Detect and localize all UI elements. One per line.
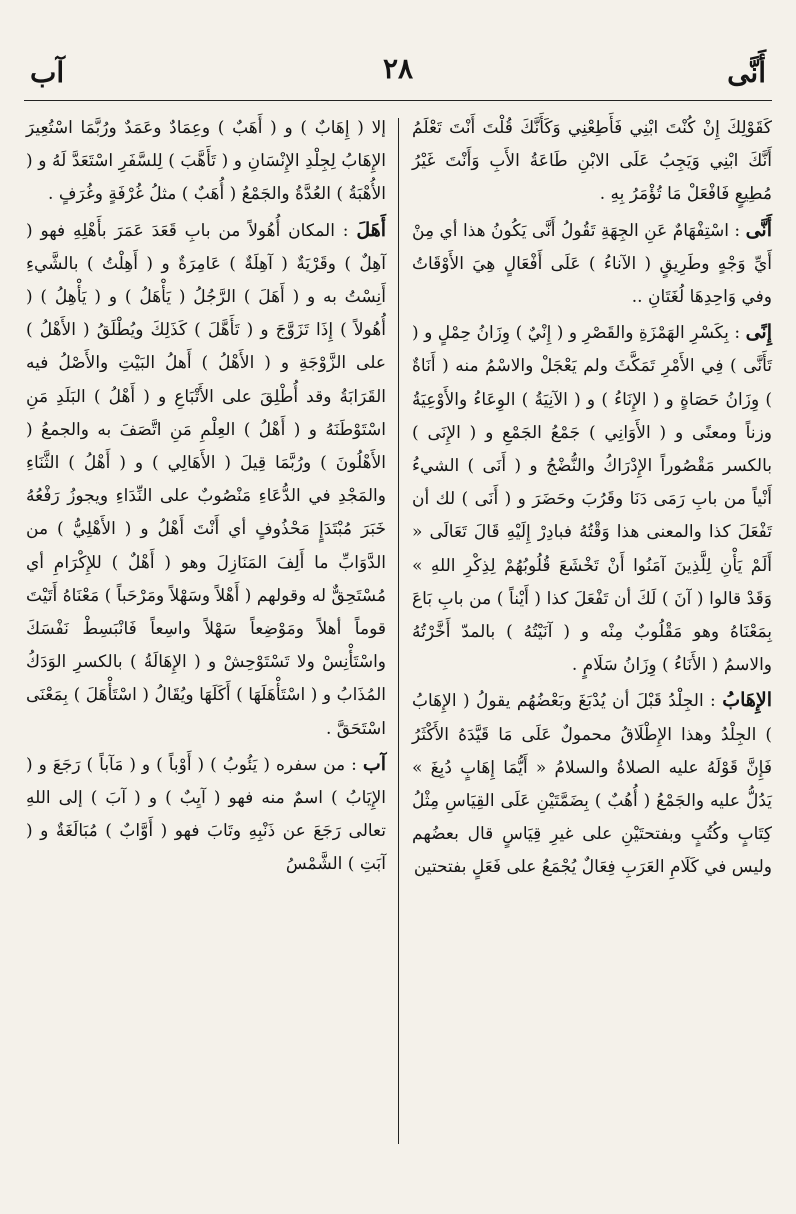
entry-text: : الجِلْدُ قَبْلَ أن يُدْبَغَ وبَعْضُهُم يقولُ ( الإِهَابُ ) الجِلْدُ وهذا الإِطْلَاقُ محمولٌ عَلَى مَا قَيَّدَهُ الأَكْثَرُ فَإِنَّ قَوْلَهُ عليه الصلاةُ والسلامُ « أَيُّمَا إِهَابٍ دُبِغَ » يَدُلُّ عليه والجَمْعُ ( أُهُبٌ ) بِضَمَّتَيْنِ عَلَى القِيَاسِ مِثْلُ كِتَابٍ وكُتُبٍ وبفتحتَيْنِ على غيرِ قِيَاسٍ قال بعضُهم وليس في كَلَامِ العَرَبِ فِعَالٌ يُجْمَعُ على فَعَلٍ بفتحتين [412,691,772,878]
entry-ahala [26,214,386,746]
entry-text: : المكان أُهُولاً من بابِ قَعَدَ عَمَرَ بأَهْلِهِ فهو ( آهِلٌ ) وقَرْيَةٌ ( آهِلَةٌ ) عَامِرَةٌ و ( أَهِلْتُ ) بالشَّيءِ أَنِسْتُ به و ( أَهَلَ ) الرَّجُلُ ( يَأْهَلُ ) و ( يَأْهِلُ ) ( أُهُولاً ) إِذَا تَزَوَّجَ و ( تَأَهَّلَ ) كَذَلِكَ ويُطْلَقُ ( الأَهْلُ ) على الزَّوْجَةِ و ( الأَهْلُ ) أَهلُ البَيْتِ والأَصْلُ فيه القَرَابَةُ وقد أُطْلِقَ على الأَتْبَاعِ و ( أَهْلُ ) البَلَدِ مَنِ اسْتَوْطَنَهُ و ( أَهْلُ ) العِلْمِ مَنِ اتَّصَفَ به والجمعُ ( الأَهْلُونَ ) ورُبَّمَا قِيلَ ( الأَهَالِي ) و ( أَهْلُ ) الثَّنَاءِ والمَجْدِ في الدُّعَاءِ مَنْصُوبٌ على النِّدَاءِ ويجوزُ رَفْعُهُ خَبَرَ مُبْتَدَإٍ مَحْذُوفٍ أي أَنْتَ أَهْلُ و ( الأَهْلِيُّ ) من الدَّوَابِّ ما أَلِفَ المَنَازِلَ وهو ( أَهْلٌ ) للإِكْرَامِ أي مُسْتَحِقٌّ له وقولهم ( أَهْلاً وسَهْلاً ومَرْحَباً ) مَعْنَاهُ أَتَيْتَ قوماً أهلاً ومَوْضِعاً سَهْلاً واسِعاً فَانْبَسِطْ نَفْسَكَ واسْتَأْنِسْ ولا تَسْتَوْحِشْ و ( الإِهَالَةُ ) بالكسرِ الوَدَكُ المُذَابُ و ( اسْتَأْهَلَهَا ) أَكَلَهَا ويُقَالُ ( اسْتَأْهَلَ ) بِمَعْنَى اسْتَحَقَّ . [26,220,386,739]
entry-anna [412,214,772,315]
entry-headword: أَنَّى [745,218,772,241]
entry-headword: إِنًى [745,321,772,344]
page-number: ٢٨ [382,52,414,85]
header-right-word: أَنَّى [727,56,766,89]
entry-ina [412,316,772,682]
header-left-word: آب [30,56,65,89]
right-column [412,112,772,885]
entry-text: : بِكَسْرِ الهَمْزَةِ والقَصْرِ و ( إِنْيٌ ) وِزَانُ حِمْلٍ و ( تَأَنَّى ) فِي الأَمْرِ تَمَكَّثَ ولم يَعْجَلْ والاسْمُ منه ( أَنَاةٌ ) وِزَانُ حَصَاةٍ و ( الإِنَاءُ ) و ( الآنِيَةُ ) الوِعَاءُ والأَوْعِيَةُ وزناً ومعنًى و ( الأَوَانِي ) جَمْعُ الجَمْعِ و ( الإِنَى ) بالكسر مَقْصُوراً الإِدْرَاكُ والنُّضْجُ و ( أَنَى ) الشيءُ أَنْياً من بابِ رَمَى دَنَا وقَرُبَ وحَضَرَ و ( أَنَى ) لك أن تَفْعَلَ كذا والمعنى هذا وَقْتُهُ فبادِرْ إِلَيْهِ قَالَ تَعَالَى « أَلَمْ يَأْنِ لِلَّذِينَ آمَنُوا أَنْ تَخْشَعَ قُلُوبُهُمْ لِذِكْرِ اللهِ » وَقَدْ قالوا ( آنَ ) لَكَ أن تَفْعَلَ كذا ( أَيْناً ) من بابِ بَاعَ بِمَعْنَاهُ وهو مَقْلُوبٌ مِنْه و ( آنَيْتُهُ ) بالمدّ أَخَّرْتُهُ والاسمُ ( الأَنَاءُ ) وِزَانُ سَلَامٍ . [412,323,772,676]
entry-headword: الإِهَابُ [722,689,772,712]
entry-text: : من سفره ( يَئُوبُ ) ( أَوْباً ) و ( مَآباً ) رَجَعَ و ( الإِيَابُ ) اسمٌ منه فهو ( آيِبٌ ) و ( آبَ ) إلى اللهِ تعالى رَجَعَ عن ذَنْبِهِ وتَابَ فهو ( أَوَّابٌ ) مُبَالَغَةٌ و ( آبَتِ ) الشَّمْسُ [26,754,386,875]
entry-text: كَقَوْلِكَ إِنْ كُنْتَ ابْنِي فَأَطِعْنِي وَكَأَنَّكَ قُلْتَ أَنْتَ تَعْلَمُ أَنَّكَ ابْنِي وَيَجِبُ عَلَى الابْنِ طَاعَةُ الأَبِ وَأَنْتَ غَيْرُ مُطِيعٍ فَافْعَلْ مَا تُؤْمَرُ بِهِ . [412,118,772,205]
entry-headword: أَهَلَ [356,218,386,241]
entry-continuation [412,112,772,212]
column-divider [398,118,399,1144]
entry-text: : اسْتِفْهَامٌ عَنِ الجِهَةِ تَقُولُ أَنَّى يَكُونُ هذا أي مِنْ أَيِّ وَجْهٍ وطَرِيقٍ ( الآناءُ ) عَلَى أَفْعَالٍ هِيَ الأَوْقَاتُ وفي وَاحِدِهَا لُغَتَانِ .. [412,220,772,308]
entry-continuation [26,112,386,212]
left-column [26,112,386,882]
entry-text: إلا ( إِهَابٌ ) و ( أَهَبٌ ) وعِمَادٌ وعَمَدٌ ورُبَّمَا اسْتُعِيرَ الإِهَابُ لِجِلْدِ الإِنْسَانِ و ( تَأَهَّبَ ) لِلسَّفَرِ اسْتَعَدَّ لَهُ و ( الأُهْبَةُ ) العُدَّةُ والجَمْعُ ( أُهَبٌ ) مثلُ غُرْفَةٍ وغُرَفٍ . [26,118,386,205]
entry-ihab [412,684,772,884]
entry-headword: آب [362,752,386,775]
entry-aba [26,748,386,882]
header-divider [24,100,772,101]
page-header [30,52,766,96]
